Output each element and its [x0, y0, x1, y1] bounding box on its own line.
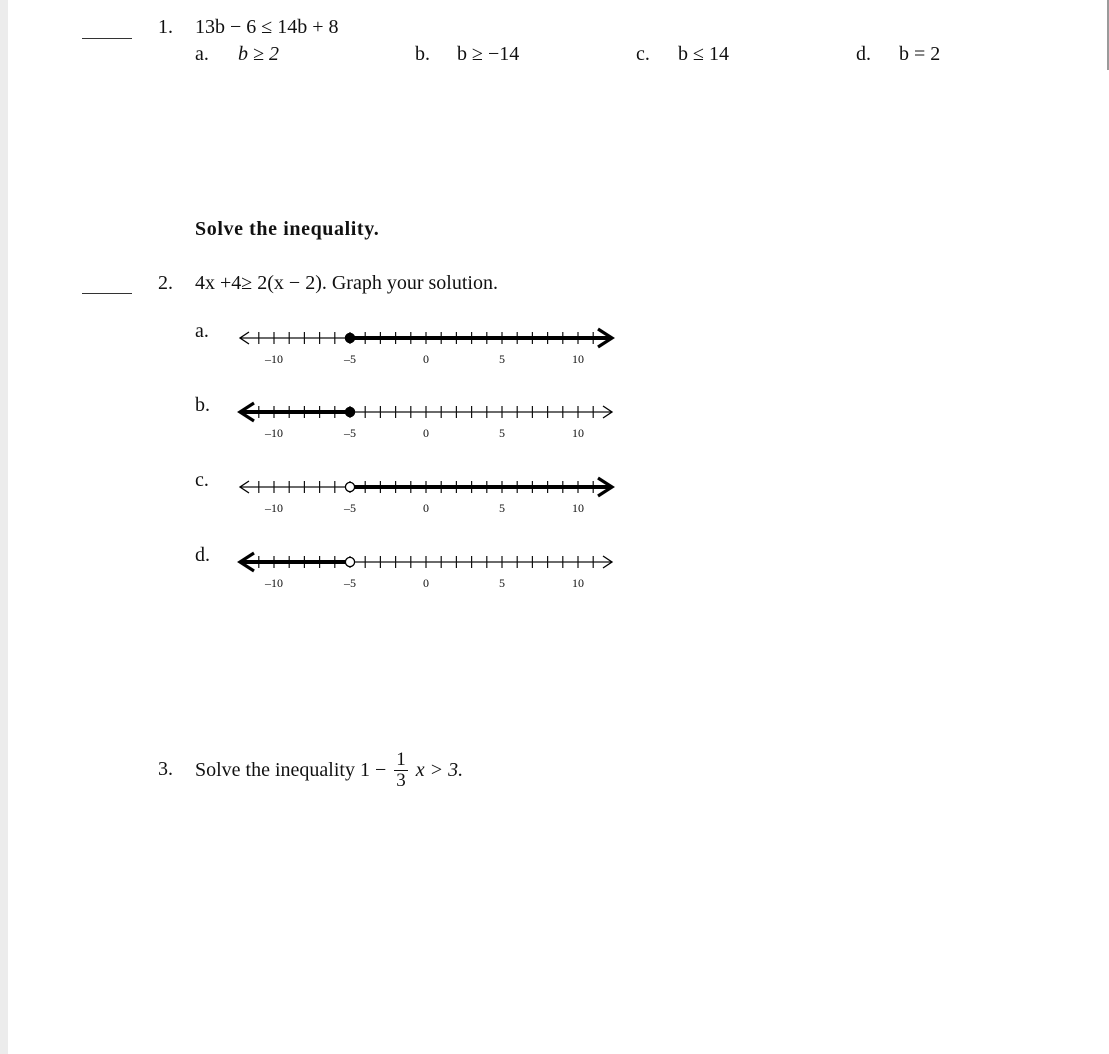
tick-label: 5	[499, 501, 505, 515]
number-line-b	[234, 394, 624, 442]
number-line-c	[234, 469, 624, 517]
tick-label: –10	[265, 501, 283, 515]
question-3-prefix: Solve the inequality 1 −	[195, 759, 387, 781]
question-1-problem: 13b − 6 ≤ 14b + 8	[195, 16, 339, 38]
q2-option-c-letter: c.	[195, 469, 209, 491]
tick-label: –10	[265, 352, 283, 366]
question-number-1: 1.	[158, 16, 173, 38]
q1-option-a-letter: a.	[195, 43, 209, 65]
q1-option-c-letter: c.	[636, 43, 650, 65]
tick-label: 10	[572, 426, 584, 440]
question-2-problem: 4x +4≥ 2(x − 2). Graph your solution.	[195, 272, 498, 294]
tick-label: 5	[499, 576, 505, 590]
tick-label: –5	[344, 352, 356, 366]
tick-label: –5	[344, 576, 356, 590]
tick-label: –10	[265, 426, 283, 440]
tick-label: 10	[572, 352, 584, 366]
closed-endpoint	[345, 333, 354, 342]
tick-label: 10	[572, 501, 584, 515]
fraction-denominator: 3	[396, 770, 406, 791]
q2-option-a-letter: a.	[195, 320, 209, 342]
section-heading: Solve the inequality.	[195, 218, 380, 240]
fraction	[394, 750, 408, 791]
tick-label: 0	[423, 352, 429, 366]
tick-label: –10	[265, 576, 283, 590]
open-endpoint	[345, 482, 354, 491]
q1-option-d-letter: d.	[856, 43, 871, 65]
tick-label: 10	[572, 576, 584, 590]
closed-endpoint	[345, 407, 354, 416]
q2-option-d-letter: d.	[195, 544, 210, 566]
q1-option-a-text: b ≥ 2	[238, 43, 279, 65]
question-number-2: 2.	[158, 272, 173, 294]
question-number-3: 3.	[158, 758, 173, 781]
q1-option-d-text: b = 2	[899, 43, 941, 65]
tick-label: –5	[344, 501, 356, 515]
q1-option-b-text: b ≥ −14	[457, 43, 520, 65]
number-line-d	[234, 544, 624, 592]
answer-blank-1[interactable]	[82, 38, 132, 39]
tick-label: 0	[423, 501, 429, 515]
open-endpoint	[345, 557, 354, 566]
question-3-suffix: x > 3.	[415, 759, 464, 781]
tick-label: –5	[344, 426, 356, 440]
tick-label: 0	[423, 426, 429, 440]
q2-option-b-letter: b.	[195, 394, 210, 416]
q1-option-b-letter: b.	[415, 43, 430, 65]
q1-option-c-text: b ≤ 14	[678, 43, 729, 65]
answer-blank-2[interactable]	[82, 293, 132, 294]
tick-label: 0	[423, 576, 429, 590]
tick-label: 5	[499, 426, 505, 440]
tick-label: 5	[499, 352, 505, 366]
question-3	[158, 750, 463, 791]
fraction-numerator: 1	[396, 749, 406, 770]
page-left-margin	[0, 0, 8, 1054]
number-line-a	[234, 320, 624, 368]
